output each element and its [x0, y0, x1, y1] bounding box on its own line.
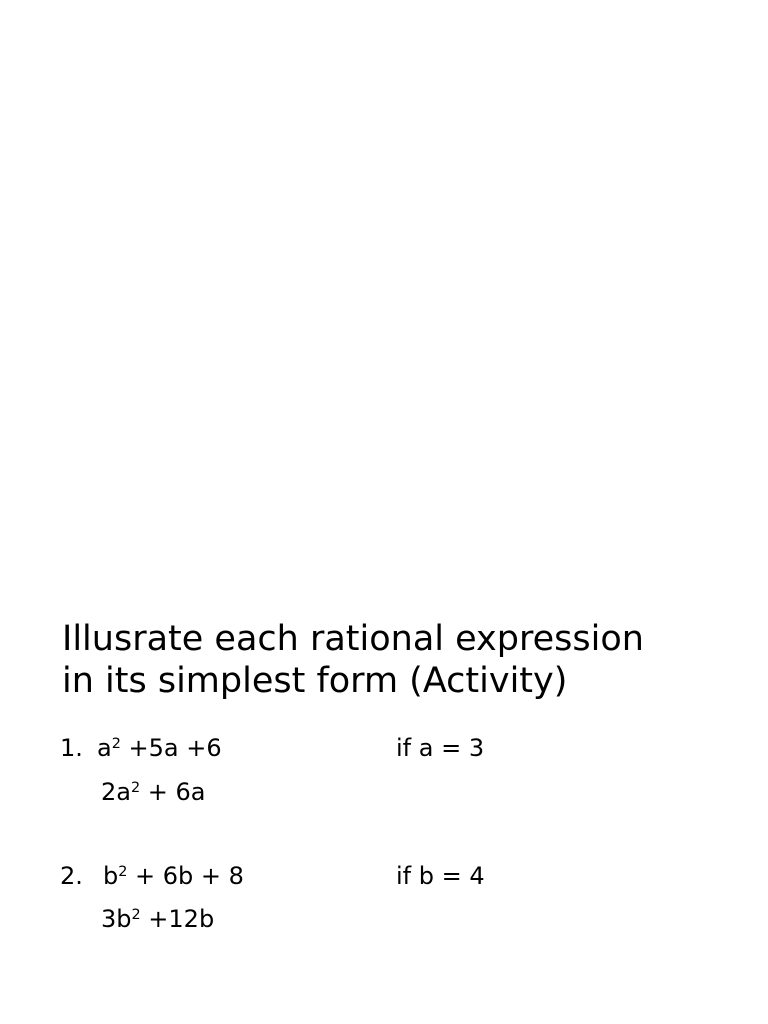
problem-1-number: 1. — [60, 734, 83, 762]
term: +12b — [140, 905, 215, 933]
problem-1-denominator — [101, 778, 205, 806]
term: 2a — [101, 778, 131, 806]
slide-title — [62, 618, 752, 702]
title-line-2: in its simplest form (Activity) — [62, 661, 568, 701]
problem-2-number: 2. — [60, 862, 83, 890]
term: +5a +6 — [120, 734, 222, 762]
problem-1-condition: if a = 3 — [396, 734, 485, 762]
title-line-1: Illusrate each rational expression — [62, 619, 644, 659]
term: b — [103, 862, 119, 890]
exponent: 2 — [118, 864, 128, 881]
term: a — [97, 734, 112, 762]
exponent: 2 — [111, 736, 121, 753]
problem-1-numerator — [97, 734, 222, 762]
term: + 6b + 8 — [127, 862, 244, 890]
problem-2-denominator — [101, 905, 214, 933]
exponent: 2 — [130, 780, 141, 797]
term: + 6a — [140, 778, 206, 806]
term: 3b — [101, 905, 132, 933]
problem-2-numerator — [103, 862, 244, 890]
problem-2-condition: if b = 4 — [396, 862, 485, 890]
exponent: 2 — [131, 907, 141, 924]
